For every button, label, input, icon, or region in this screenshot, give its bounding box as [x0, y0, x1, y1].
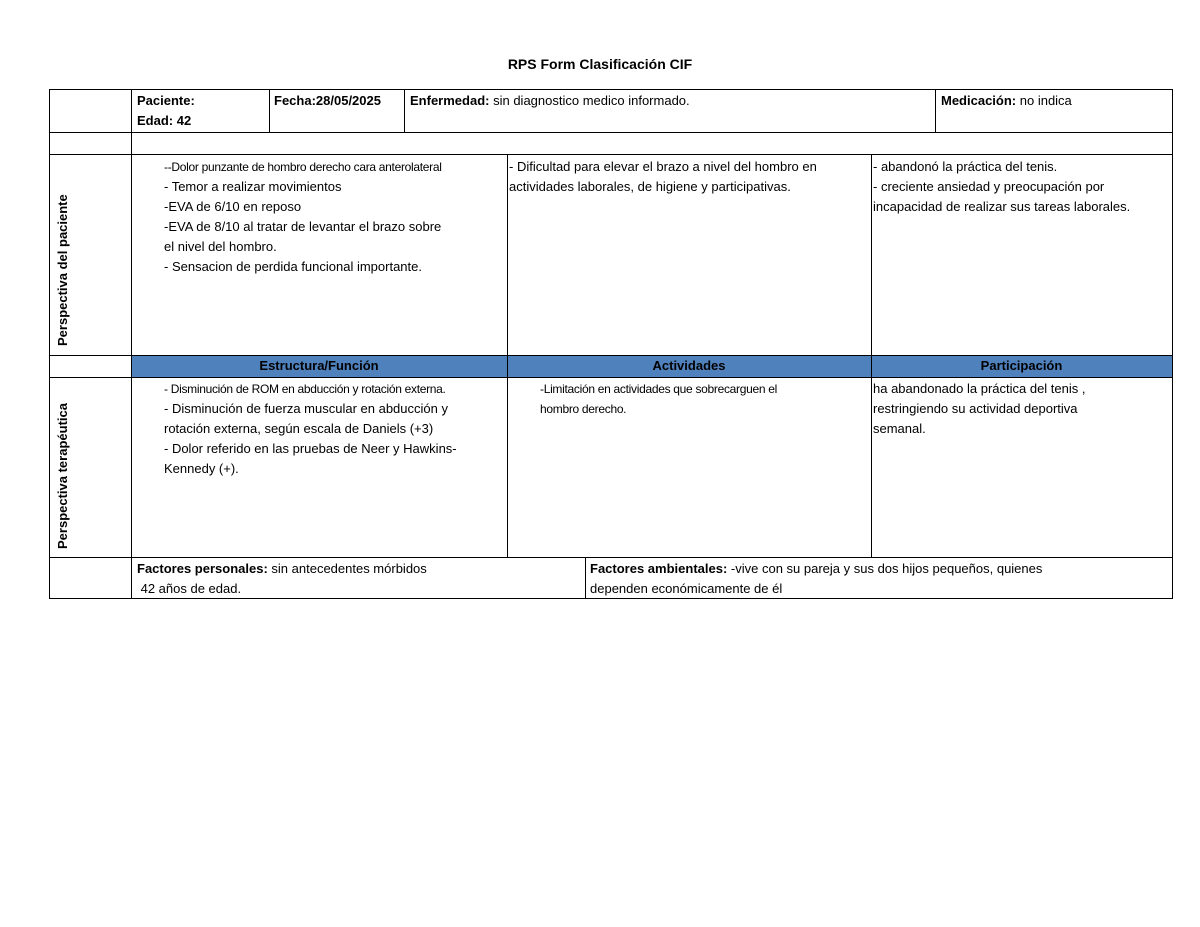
date-value: 28/05/2025 [315, 93, 381, 108]
patient-perspective-label: Perspectiva del paciente [55, 194, 70, 346]
personal-factors-age: 42 años de edad. [137, 581, 242, 596]
table-border [935, 89, 936, 133]
disease-label: Enfermedad: [410, 93, 490, 108]
text-line: ha abandonado la práctica del tenis , [873, 381, 1086, 396]
disease-value: sin diagnostico medico informado. [493, 93, 690, 108]
text-line: - creciente ansiedad y preocupación por [873, 179, 1105, 194]
text-line: -EVA de 8/10 al tratar de levantar el brazo sobre [164, 219, 442, 234]
text-line: - Disminución de ROM en abducción y rotación externa. [164, 382, 446, 396]
table-border [49, 89, 1173, 90]
text-line: actividades laborales, de higiene y participativas. [509, 179, 791, 194]
table-border [49, 132, 1173, 133]
personal-factors-cell [137, 559, 583, 599]
table-border [49, 355, 1173, 356]
medication-cell [941, 91, 1169, 111]
table-border [49, 377, 1173, 378]
text-line: rotación externa, según escala de Daniels (+3) [164, 421, 434, 436]
age-label: Edad: [137, 113, 174, 128]
patient-structure-cell [164, 157, 507, 277]
text-line: - Disminución de fuerza muscular en abducción y [164, 401, 448, 416]
header-structure: Estructura/Función [131, 356, 507, 377]
table-border [507, 154, 508, 558]
patient-label: Paciente: [137, 93, 195, 108]
form-title: RPS Form Clasificación CIF [507, 56, 693, 72]
table-border [1172, 89, 1173, 599]
text-line: incapacidad de realizar sus tareas laborales. [873, 199, 1131, 214]
text-line: restringiendo su actividad deportiva [873, 401, 1078, 416]
text-line: -Limitación en actividades que sobrecarguen el [540, 382, 778, 396]
medication-label: Medicación: [941, 93, 1017, 108]
environmental-factors-label: Factores ambientales: [590, 561, 728, 576]
text-line: - Dificultad para elevar el brazo a nivel del hombro en [509, 159, 817, 174]
date-label: Fecha: [274, 93, 316, 108]
table-border [585, 557, 586, 599]
environmental-factors-cell [590, 559, 1170, 599]
header-activities: Actividades [507, 356, 871, 377]
environmental-factors-value-2: dependen económicamente de él [590, 581, 783, 596]
table-border [131, 89, 132, 599]
text-line: - abandonó la práctica del tenis. [873, 159, 1058, 174]
text-line: el nivel del hombro. [164, 239, 277, 254]
environmental-factors-value: -vive con su pareja y sus dos hijos pequeños, quienes [730, 561, 1043, 576]
therapeutic-participation-cell [873, 379, 1171, 439]
medication-value: no indica [1019, 93, 1072, 108]
disease-cell [410, 91, 930, 111]
therapeutic-structure-cell [164, 379, 507, 479]
patient-cell [137, 91, 267, 131]
text-line: -EVA de 6/10 en reposo [164, 199, 302, 214]
therapeutic-perspective-label: Perspectiva terapéutica [55, 403, 70, 549]
text-line: - Dolor referido en las pruebas de Neer y Hawkins- [164, 441, 457, 456]
table-border [404, 89, 405, 133]
table-border [269, 89, 270, 133]
patient-activities-cell [509, 157, 871, 197]
patient-participation-cell [873, 157, 1171, 217]
therapeutic-activities-cell [540, 379, 870, 419]
table-border [49, 89, 50, 599]
age-value: 42 [176, 113, 192, 128]
personal-factors-value: sin antecedentes mórbidos [271, 561, 427, 576]
header-participation: Participación [871, 356, 1172, 377]
table-border [871, 154, 872, 558]
table-border [49, 154, 1173, 155]
text-line: hombro derecho. [540, 402, 627, 416]
text-line: - Sensacion de perdida funcional importante. [164, 259, 422, 274]
text-line: Kennedy (+). [164, 461, 239, 476]
date-cell [274, 91, 404, 111]
text-line: semanal. [873, 421, 926, 436]
text-line: - Temor a realizar movimientos [164, 179, 342, 194]
personal-factors-label: Factores personales: [137, 561, 268, 576]
text-line: --Dolor punzante de hombro derecho cara anterolateral [164, 160, 442, 174]
table-border [49, 557, 1173, 558]
